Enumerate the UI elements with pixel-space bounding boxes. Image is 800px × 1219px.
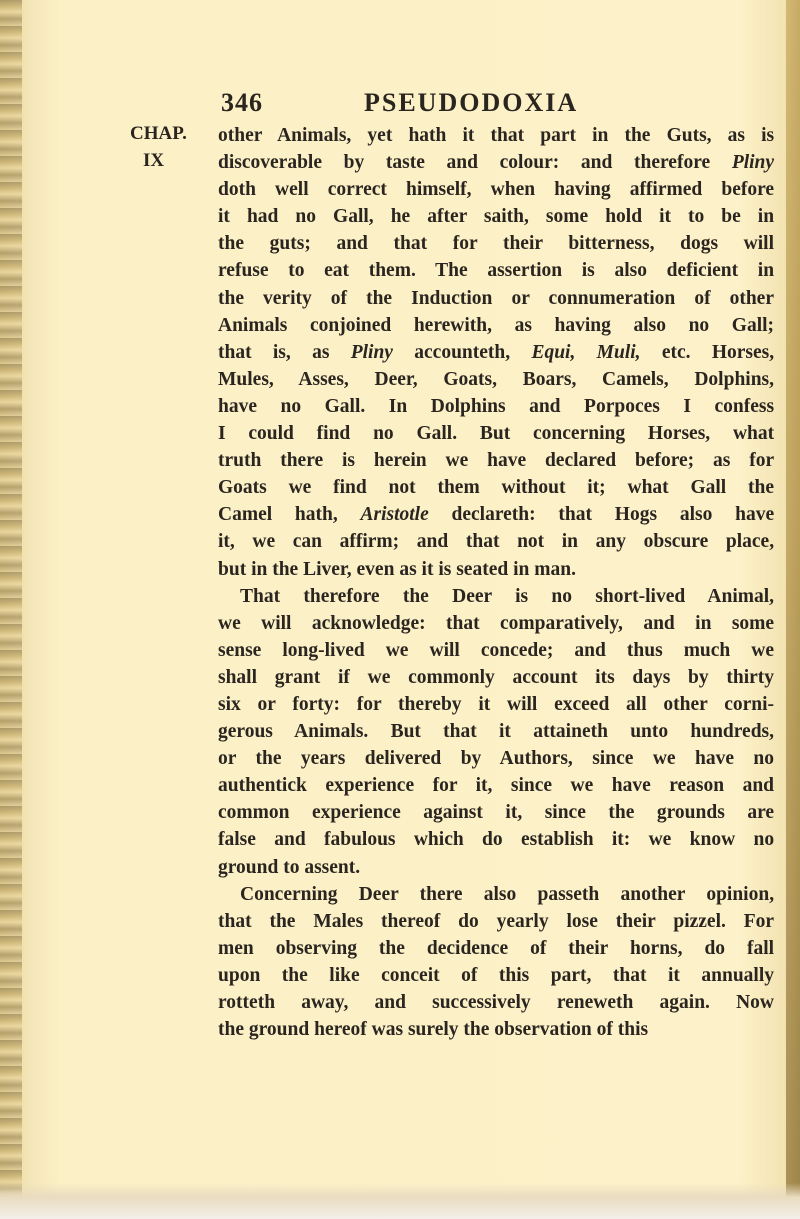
text-line: Mules, Asses, Deer, Goats, Boars, Camels, Dolphins, (218, 368, 775, 390)
text-line: or the years delivered by Authors, since we have no (218, 748, 775, 770)
text-line: false and fabulous which do establish it: we know no (218, 829, 775, 851)
text-line: shall grant if we commonly account its days by thirty (218, 666, 775, 688)
text-line: other Animals, yet hath it that part in the Guts, as is (218, 125, 775, 146)
chapter-number: IX (143, 150, 165, 171)
text-line: it had no Gall, he after saith, some hold it to be in (218, 206, 775, 228)
text-line: the guts; and that for their bitterness, dogs will (218, 233, 775, 255)
text-line: that the Males thereof do yearly lose their pizzel. For (218, 910, 775, 932)
text-line: doth well correct himself, when having affirmed before (218, 179, 775, 201)
text-line: authentick experience for it, since we have reason and (218, 775, 775, 797)
text-line: ground to assent. (218, 856, 361, 878)
running-title: PSEUDODOXIA (364, 88, 579, 117)
text-line: have no Gall. In Dolphins and Porpoces I confess (218, 395, 775, 417)
page-bottom-edge (0, 1183, 800, 1219)
text-line: Goats we find not them without it; what Gall the (218, 477, 775, 499)
text-line: the ground hereof was surely the observation of this (218, 1019, 649, 1041)
text-line: men observing the decidence of their horns, do fall (218, 937, 775, 959)
page-left-edge (0, 0, 22, 1219)
text-line: we will acknowledge: that comparatively, and in some (218, 612, 775, 634)
text-line: but in the Liver, even as it is seated in man. (218, 558, 576, 580)
page-right-edge (786, 0, 800, 1219)
text-line: the verity of the Induction or connumeration of other (218, 287, 774, 309)
body-text (218, 122, 774, 1043)
text-line: rotteth away, and successively reneweth again. Now (218, 992, 775, 1013)
text-line: refuse to eat them. The assertion is also deficient in (218, 260, 775, 282)
text-line: it, we can affirm; and that not in any obscure place, (218, 531, 775, 553)
text-line: Animals conjoined herewith, as having also no Gall; (218, 314, 775, 336)
text-line: Concerning Deer there also passeth another opinion, (240, 883, 775, 905)
page-number: 346 (221, 88, 263, 117)
text-line: That therefore the Deer is no short-lived Animal, (240, 585, 775, 607)
text-line: gerous Animals. But that it attaineth unto hundreds, (218, 721, 775, 743)
text-line: sense long-lived we will concede; and thus much we (218, 639, 775, 661)
text-line: six or forty: for thereby it will exceed all other corni- (218, 693, 775, 715)
chapter-label: CHAP. (130, 123, 187, 144)
text-line: common experience against it, since the grounds are (218, 802, 775, 824)
text-line: I could find no Gall. But concerning Horses, what (218, 423, 775, 445)
text-line: upon the like conceit of this part, that it annually (218, 964, 774, 986)
text-line: discoverable by taste and colour: and therefore Pliny (218, 152, 775, 174)
text-line: truth there is herein we have declared before; as for (218, 450, 775, 472)
text-line: that is, as Pliny accounteth, Equi, Muli, etc. Horses, (218, 341, 775, 363)
text-line: Camel hath, Aristotle declareth: that Hogs also have (218, 504, 775, 526)
